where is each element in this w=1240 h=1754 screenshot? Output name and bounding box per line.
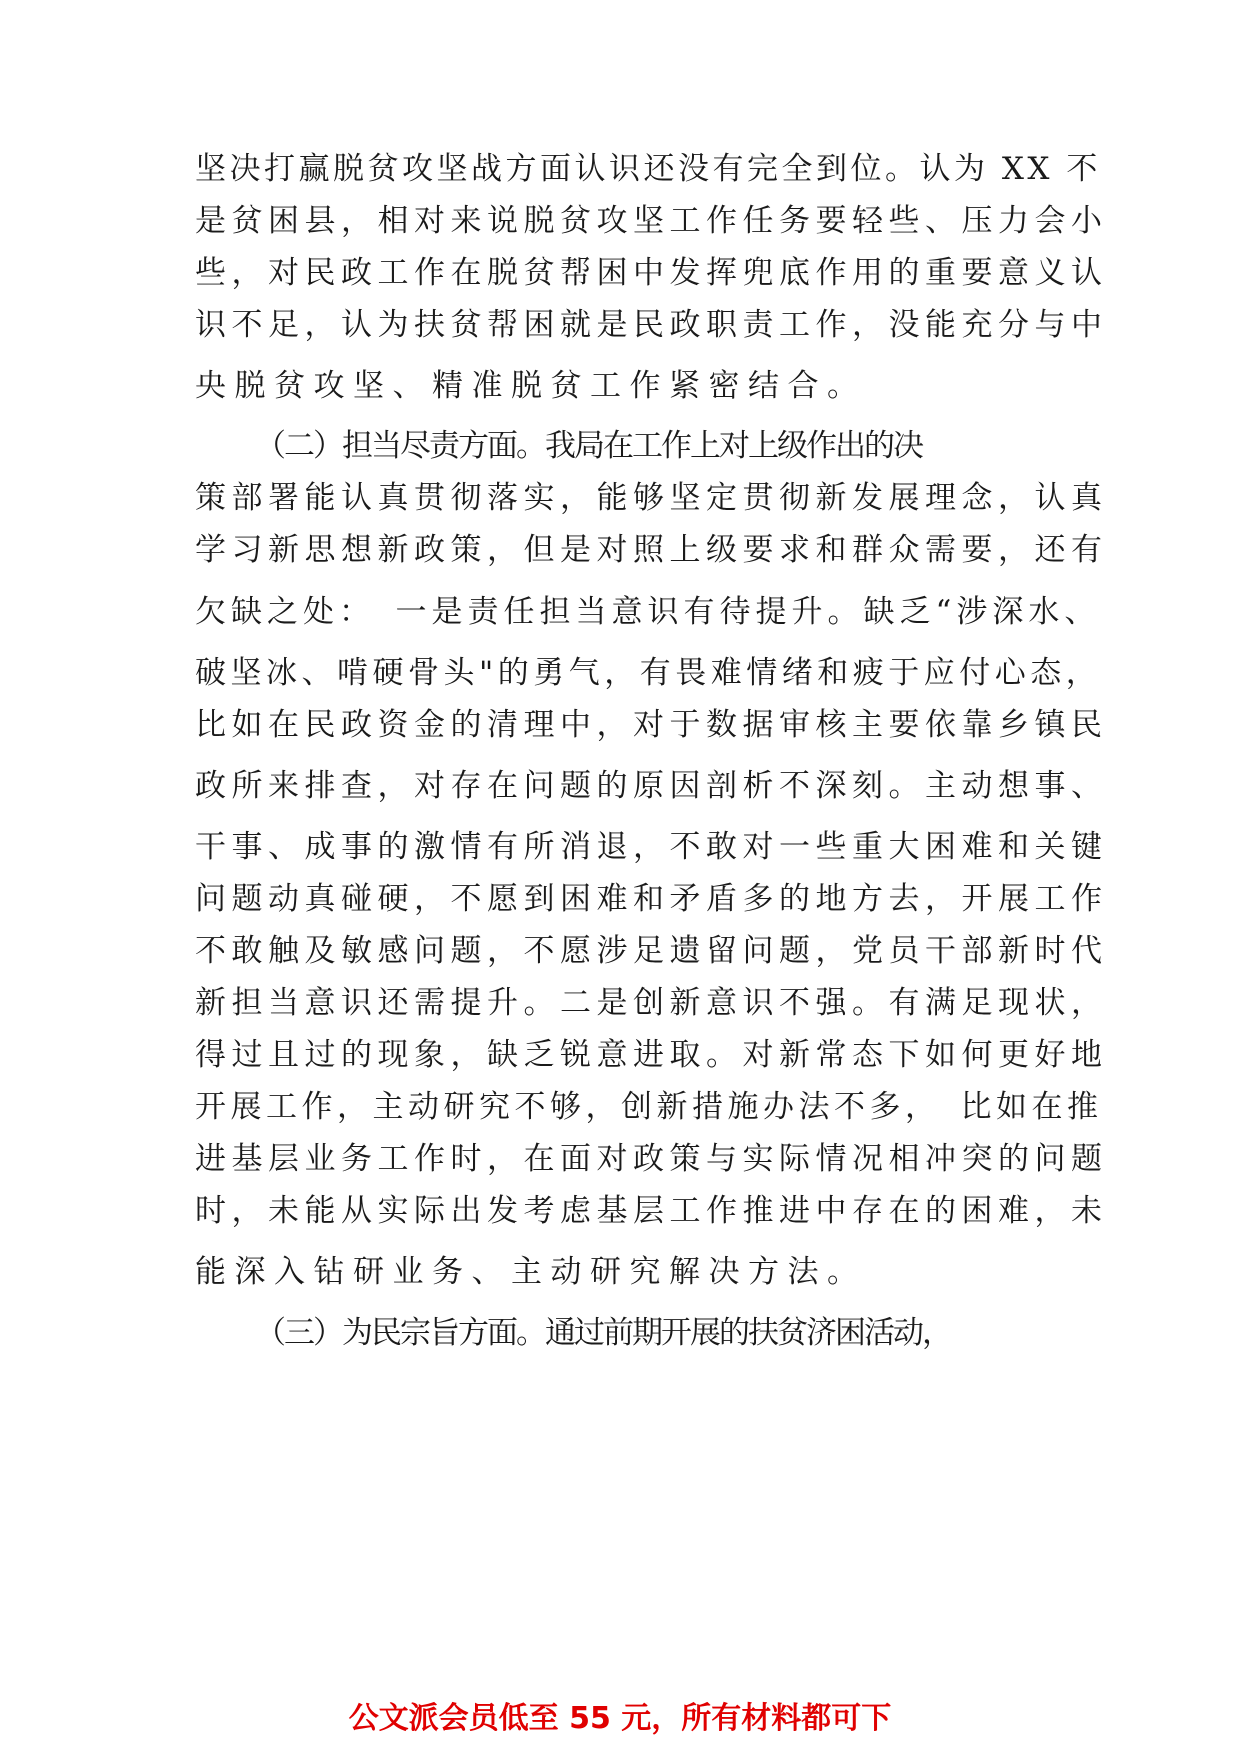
text-line: 不敢触及敏感问题，不愿涉足遗留问题，党员干部新时代 (195, 933, 1108, 969)
text-line: 欠缺之处： 一是责任担当意识有待提升。缺乏“涉深水、 (195, 594, 1101, 630)
promo-footer: 公文派会员低至 55 元，所有材料都可下 (348, 1701, 892, 1736)
text-line: 进基层业务工作时，在面对政策与实际情况相冲突的问题 (195, 1141, 1108, 1177)
text-line: 识不足，认为扶贫帮困就是民政职责工作，没能充分与中 (195, 307, 1108, 343)
text-line: 政所来排查，对存在问题的原因剖析不深刻。主动想事、 (195, 768, 1108, 804)
text-line: 是贫困县，相对来说脱贫攻坚工作任务要轻些、压力会小 (195, 203, 1108, 239)
text-line: 干事、成事的激情有所消退，不敢对一些重大困难和关键 (195, 829, 1108, 865)
text-line: 坚决打赢脱贫攻坚战方面认识还没有完全到位。认为 XX 不 (195, 151, 1101, 187)
text-line: 新担当意识还需提升。二是创新意识不强。有满足现状， (195, 985, 1108, 1021)
section-heading-line: （二）担当尽责方面。我局在工作上对上级作出的决 (255, 428, 922, 464)
section-heading-line: （三）为民宗旨方面。通过前期开展的扶贫济困活动， (255, 1315, 951, 1351)
text-line: 央脱贫攻坚、精准脱贫工作紧密结合。 (195, 368, 867, 404)
text-line: 破坚冰、啃硬骨头"的勇气，有畏难情绪和疲于应付心态， (195, 655, 1102, 691)
text-line: 问题动真碰硬，不愿到困难和矛盾多的地方去，开展工作 (195, 881, 1108, 917)
text-line: 学习新思想新政策，但是对照上级要求和群众需要，还有 (195, 532, 1108, 568)
text-line: 策部署能认真贯彻落实，能够坚定贯彻新发展理念，认真 (195, 480, 1108, 516)
text-line: 时，未能从实际出发考虑基层工作推进中存在的困难，未 (195, 1193, 1108, 1229)
text-line: 得过且过的现象，缺乏锐意进取。对新常态下如何更好地 (195, 1037, 1108, 1073)
text-line: 开展工作，主动研究不够，创新措施办法不多， 比如在推 (195, 1089, 1103, 1125)
text-line: 些，对民政工作在脱贫帮困中发挥兜底作用的重要意义认 (195, 255, 1108, 291)
text-line: 比如在民政资金的清理中，对于数据审核主要依靠乡镇民 (195, 707, 1108, 743)
text-line: 能深入钻研业务、主动研究解决方法。 (195, 1254, 867, 1290)
